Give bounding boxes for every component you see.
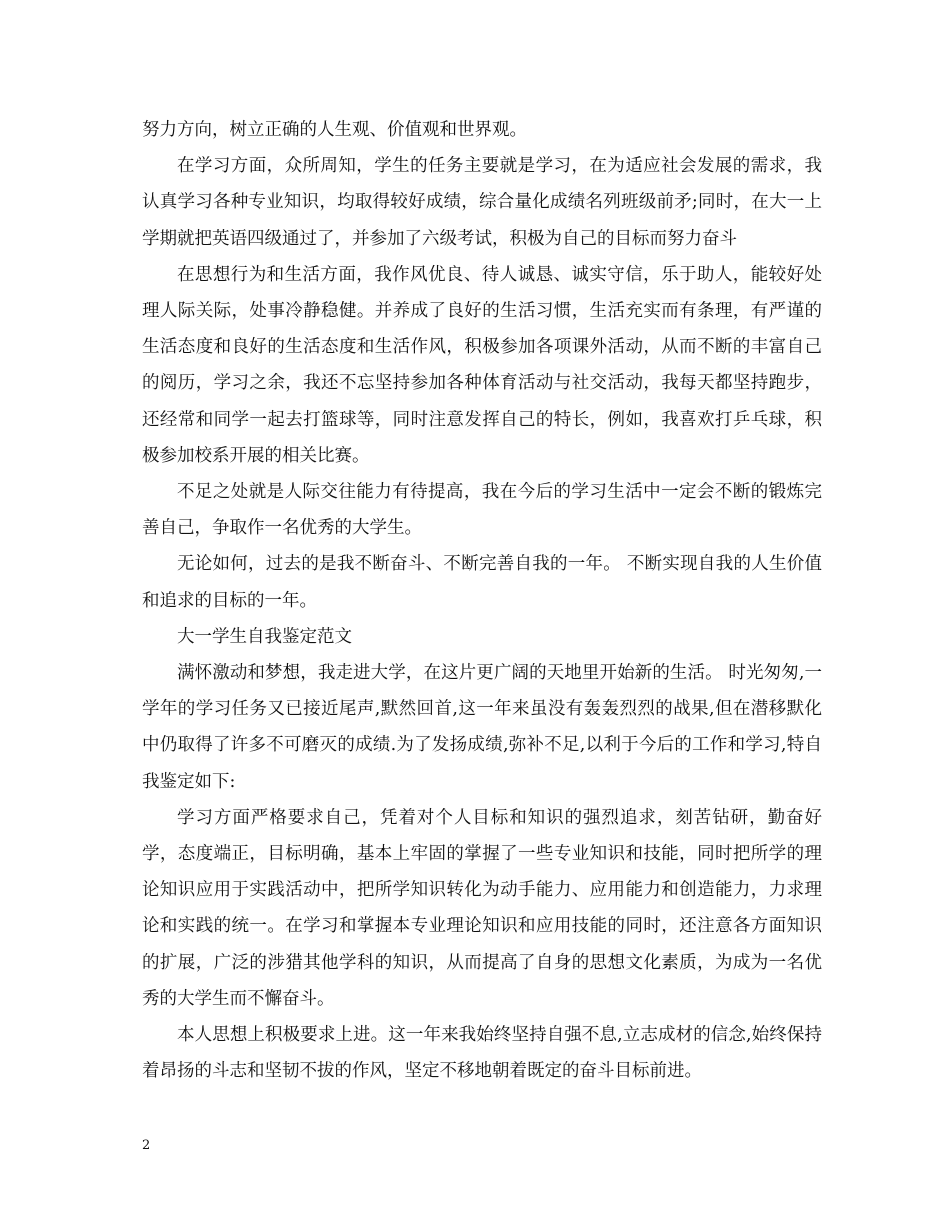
paragraph-continuation: 努力方向，树立正确的人生观、价值观和世界观。: [142, 120, 527, 140]
page-number: 2: [142, 1138, 151, 1153]
paragraph-study: 在学习方面，众所周知，学生的任务主要就是学习，在为适应社会发展的需求，我认真学习各种专业知识，均取得较好成绩，综合量化成绩名列班级前矛;同时，在大一上学期就把英语四级通过了，并参加了六级考试，积极为自己的目标而努力奋斗: [142, 156, 822, 249]
paragraph-shortcomings: 不足之处就是人际交往能力有待提高，我在今后的学习生活中一定会不断的锻炼完善自己，争取作一名优秀的大学生。: [142, 482, 822, 539]
paragraph-conduct-life: 在思想行为和生活方面，我作风优良、待人诚恳、诚实守信，乐于助人，能较好处理人际关际，处事冷静稳健。并养成了良好的生活习惯，生活充实而有条理，有严谨的生活态度和良好的生活态度和生活作风，积极参加各项课外活动，从而不断的丰富自己的阅历，学习之余，我还不忘坚持参加各种体育活动与社交活动，我每天都坚持跑步，还经常和同学一起去打篮球等，同时注意发挥自己的特长，例如，我喜欢打乒乓球，积极参加校系开展的相关比赛。: [142, 264, 822, 466]
paragraph-summary: 无论如何，过去的是我不断奋斗、不断完善自我的一年。 不断实现自我的人生价值和追求的目标的一年。: [142, 554, 822, 611]
document-body: [142, 112, 822, 1089]
paragraph-study-2: 学习方面严格要求自己，凭着对个人目标和知识的强烈追求，刻苦钻研，勤奋好学，态度端正，目标明确，基本上牢固的掌握了一些专业知识和技能，同时把所学的理论知识应用于实践活动中，把所学知识转化为动手能力、应用能力和创造能力，力求理论和实践的统一。在学习和掌握本专业理论知识和应用技能的同时，还注意各方面知识的扩展，广泛的涉猎其他学科的知识，从而提高了自身的思想文化素质，为成为一名优秀的大学生而不懈奋斗。: [142, 807, 822, 1009]
paragraph-thought: 本人思想上积极要求上进。这一年来我始终坚持自强不息,立志成材的信念,始终保持着昂扬的斗志和坚韧不拔的作风，坚定不移地朝着既定的奋斗目标前进。: [142, 1025, 822, 1082]
section-heading: 大一学生自我鉴定范文: [177, 626, 352, 647]
paragraph-intro: 满怀激动和梦想，我走进大学，在这片更广阔的天地里开始新的生活。 时光匆匆,一学年的学习任务又已接近尾声,默然回首,这一年来虽没有轰轰烈烈的战果,但在潜移默化中仍取得了许多不可磨灭的成绩.为了发扬成绩,弥补不足,以利于今后的工作和学习,特自我鉴定如下:: [142, 663, 822, 792]
